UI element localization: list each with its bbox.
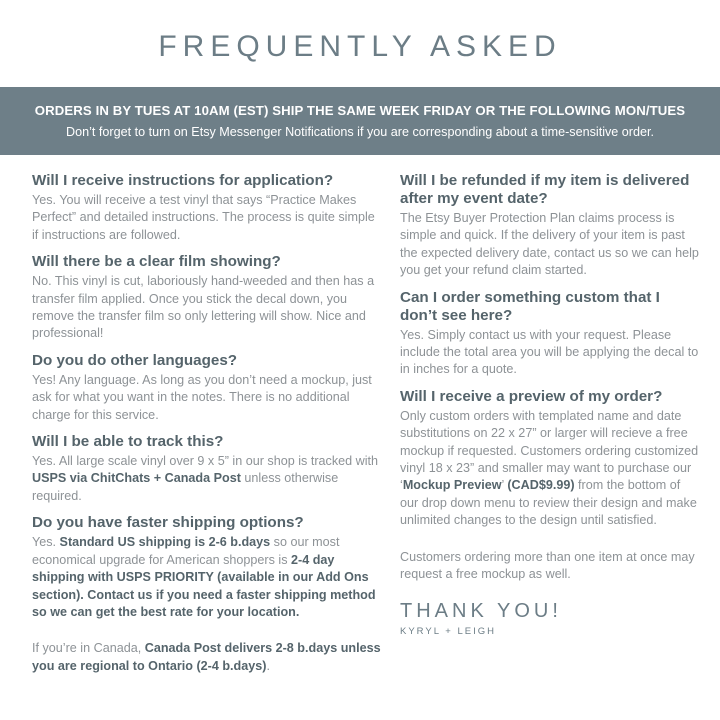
- faq-answer: [32, 453, 382, 505]
- faq-left-column: [32, 172, 382, 684]
- signature: KYRYL + LEIGH: [400, 625, 496, 637]
- answer-text: Only custom orders with templated name and date substitutions on 22 x 27” or larger will recieve a free mockup if requested. Customers ordering customized vinyl 18 x 23” and smaller may want to purchase our ‘: [400, 408, 699, 493]
- faq-answer: [400, 408, 700, 530]
- answer-emphasis: Mockup Preview: [402, 478, 502, 493]
- thank-you-heading: THANK YOU!: [400, 599, 562, 622]
- answer-text: from the bottom of our drop down menu to review their design and make unlimited changes to the design until satisfied.: [400, 478, 697, 528]
- faq-item-refund: [400, 172, 700, 280]
- faq-answer: Yes. You will receive a test vinyl that says “Practice Makes Perfect” and detailed instructions. The process is quite simple if instructions are followed.: [32, 193, 375, 242]
- answer-text: ’: [501, 478, 508, 493]
- answer-text: .: [266, 658, 270, 673]
- faq-question: Will there be a clear film showing?: [32, 253, 281, 271]
- answer-emphasis: 2-4 day shipping with USPS PRIORITY (available in our Add Ons section). Contact us if you need a faster shipping method so we can get the best rate for your location.: [32, 552, 376, 619]
- page-title: FREQUENTLY ASKED: [158, 30, 562, 63]
- faq-item-faster-shipping: [32, 514, 382, 675]
- shipping-banner: [0, 87, 720, 155]
- faq-question: Will I be able to track this?: [32, 433, 224, 451]
- banner-subline: Don’t forget to turn on Etsy Messenger Notifications if you are corresponding about a time-sensitive order.: [65, 125, 654, 139]
- faq-question: Will I be refunded if my item is delivered after my event date?: [400, 172, 690, 207]
- faq-answer-canada: [32, 640, 382, 675]
- answer-text: unless otherwise required.: [32, 471, 339, 503]
- faq-answer-extra: Customers ordering more than one item at once may request a free mockup as well.: [400, 549, 695, 582]
- faq-item-custom: [400, 289, 700, 379]
- answer-emphasis: USPS via ChitChats + Canada Post: [32, 471, 241, 486]
- answer-text: Yes. All large scale vinyl over 9 x 5” in our shop is tracked with: [32, 454, 379, 469]
- faq-answer: No. This vinyl is cut, laboriously hand-weeded and then has a transfer film applied. Once you stick the decal down, you remove the transfer film so only lettering will show. Nice and professional!: [32, 274, 375, 341]
- faq-question: Do you have faster shipping options?: [32, 514, 304, 532]
- faq-question: Do you do other languages?: [32, 351, 238, 369]
- answer-text: Yes.: [32, 535, 60, 550]
- banner-headline: ORDERS IN BY TUES AT 10AM (EST) SHIP THE SAME WEEK FRIDAY OR THE FOLLOWING MON/TUES: [34, 103, 686, 118]
- faq-answer: Yes! Any language. As long as you don’t need a mockup, just ask for what you want in the notes. There is no additional charge for this service.: [32, 372, 372, 422]
- faq-item-instructions: [32, 172, 382, 244]
- answer-emphasis: (CAD$9.99): [507, 478, 575, 493]
- answer-emphasis: Canada Post delivers 2-8 b.days unless you are regional to Ontario (2-4 b.days): [32, 641, 381, 673]
- faq-answer: [32, 534, 382, 621]
- faq-question: Will I receive instructions for application?: [32, 172, 334, 189]
- faq-question: Will I receive a preview of my order?: [400, 387, 663, 405]
- faq-answer: The Etsy Buyer Protection Plan claims process is simple and quick. If the delivery of your item is past the expected delivery date, contact us so we can help you get your refund claim started.: [400, 211, 699, 278]
- faq-item-languages: [32, 352, 382, 424]
- faq-right-column: [400, 172, 700, 637]
- faq-answer: Yes. Simply contact us with your request. Please include the total area you will be applying the decal to in inches for a quote.: [400, 327, 699, 377]
- answer-text: If you’re in Canada,: [32, 641, 145, 656]
- faq-item-tracking: [32, 433, 382, 505]
- faq-item-preview: [400, 388, 700, 584]
- faq-question: Can I order something custom that I don’t see here?: [400, 288, 660, 324]
- answer-text: so our most economical upgrade for American shoppers is: [32, 535, 340, 567]
- answer-emphasis: Standard US shipping is 2-6 b.days: [59, 535, 271, 550]
- faq-item-clear-film: [32, 253, 382, 343]
